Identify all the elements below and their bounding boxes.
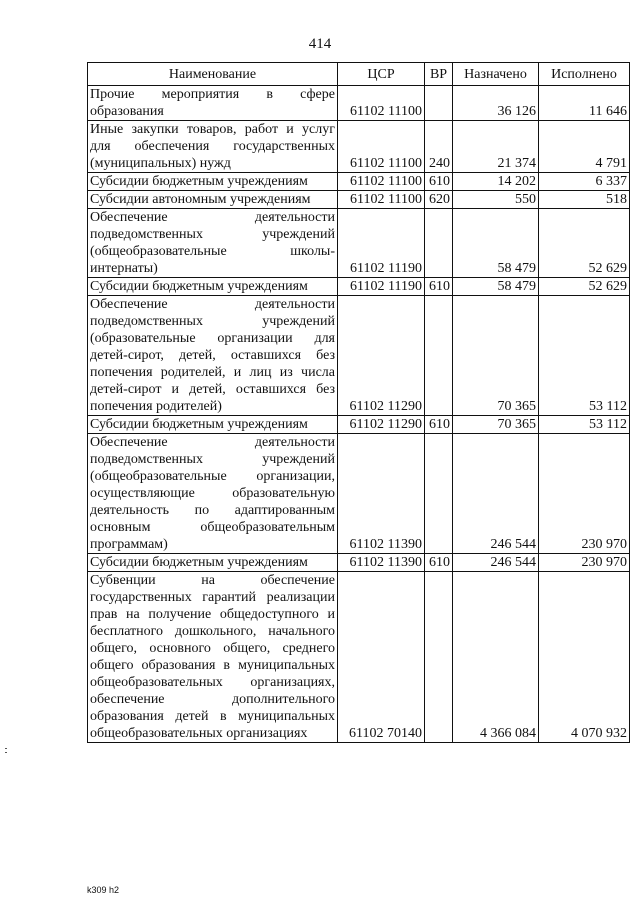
- footer-code: k309 h2: [87, 885, 120, 895]
- row-executed: 6 337: [539, 173, 630, 191]
- header-name: Наименование: [88, 63, 338, 86]
- scan-mark: [5, 752, 7, 753]
- table-row: [88, 173, 630, 191]
- row-csr: 61102 11290: [338, 296, 425, 416]
- row-assigned: 246 544: [453, 434, 539, 554]
- row-vr: 610: [425, 554, 453, 572]
- row-name: Прочие мероприятия в сфере образования: [88, 86, 338, 121]
- row-vr: 620: [425, 191, 453, 209]
- row-name: Иные закупки товаров, работ и услуг для обеспечения государственных (муниципальных) нужд: [88, 121, 338, 173]
- table-row: [88, 296, 630, 416]
- row-executed: 4 070 932: [539, 572, 630, 743]
- row-csr: 61102 11390: [338, 434, 425, 554]
- row-executed: 230 970: [539, 434, 630, 554]
- row-executed: 4 791: [539, 121, 630, 173]
- row-assigned: 550: [453, 191, 539, 209]
- row-vr: 240: [425, 121, 453, 173]
- header-vr: ВР: [425, 63, 453, 86]
- row-assigned: 58 479: [453, 209, 539, 278]
- row-vr: [425, 296, 453, 416]
- row-executed: 52 629: [539, 278, 630, 296]
- table-row: [88, 434, 630, 554]
- row-executed: 230 970: [539, 554, 630, 572]
- table-row: [88, 416, 630, 434]
- row-csr: 61102 11190: [338, 209, 425, 278]
- row-executed: 52 629: [539, 209, 630, 278]
- header-assigned: Назначено: [453, 63, 539, 86]
- row-vr: 610: [425, 173, 453, 191]
- row-name: Субсидии автономным учреждениям: [88, 191, 338, 209]
- row-csr: 61102 11100: [338, 173, 425, 191]
- header-executed: Исполнено: [539, 63, 630, 86]
- row-assigned: 70 365: [453, 416, 539, 434]
- row-name: Субсидии бюджетным учреждениям: [88, 173, 338, 191]
- row-vr: [425, 434, 453, 554]
- row-csr: 61102 11100: [338, 86, 425, 121]
- row-name: Субсидии бюджетным учреждениям: [88, 554, 338, 572]
- table-header-row: [88, 63, 630, 86]
- row-name: Обеспечение деятельности подведомственных учреждений (общеобразовательные организации, осуществляющие образовательную деятельность по адаптированным основным общеобразовательным программам): [88, 434, 338, 554]
- row-executed: 53 112: [539, 416, 630, 434]
- budget-table: [87, 62, 630, 743]
- table-row: [88, 209, 630, 278]
- row-name: Субсидии бюджетным учреждениям: [88, 278, 338, 296]
- row-assigned: 4 366 084: [453, 572, 539, 743]
- header-csr: ЦСР: [338, 63, 425, 86]
- row-name: Обеспечение деятельности подведомственных учреждений (образовательные организации для детей-сирот, детей, оставшихся без попечения родителей, и лиц из числа детей-сирот и детей, оставшихся без попечения родителей): [88, 296, 338, 416]
- row-csr: 61102 11290: [338, 416, 425, 434]
- row-csr: 61102 11390: [338, 554, 425, 572]
- table-row: [88, 121, 630, 173]
- page-number: 414: [308, 36, 332, 52]
- row-assigned: 58 479: [453, 278, 539, 296]
- table-row: [88, 191, 630, 209]
- row-csr: 61102 11100: [338, 191, 425, 209]
- row-assigned: 21 374: [453, 121, 539, 173]
- row-vr: [425, 86, 453, 121]
- row-name: Субсидии бюджетным учреждениям: [88, 416, 338, 434]
- row-vr: [425, 209, 453, 278]
- table-row: [88, 554, 630, 572]
- row-executed: 53 112: [539, 296, 630, 416]
- row-assigned: 70 365: [453, 296, 539, 416]
- table-row: [88, 278, 630, 296]
- row-assigned: 36 126: [453, 86, 539, 121]
- row-assigned: 246 544: [453, 554, 539, 572]
- row-name: Обеспечение деятельности подведомственных учреждений (общеобразовательные школы-интернаты): [88, 209, 338, 278]
- scan-mark: [5, 748, 7, 749]
- row-vr: 610: [425, 416, 453, 434]
- table-row: [88, 86, 630, 121]
- row-csr: 61102 11190: [338, 278, 425, 296]
- row-vr: 610: [425, 278, 453, 296]
- row-executed: 518: [539, 191, 630, 209]
- row-csr: 61102 70140: [338, 572, 425, 743]
- row-name: Субвенции на обеспечение государственных гарантий реализации прав на получение общедоступного и бесплатного дошкольного, начального общего, основного общего, среднего общего образования в муниципальных общеобразовательных организациях, обеспечение дополнительного образования детей в муниципальных общеобразовательных организациях: [88, 572, 338, 743]
- row-executed: 11 646: [539, 86, 630, 121]
- row-assigned: 14 202: [453, 173, 539, 191]
- table-row: [88, 572, 630, 743]
- row-vr: [425, 572, 453, 743]
- row-csr: 61102 11100: [338, 121, 425, 173]
